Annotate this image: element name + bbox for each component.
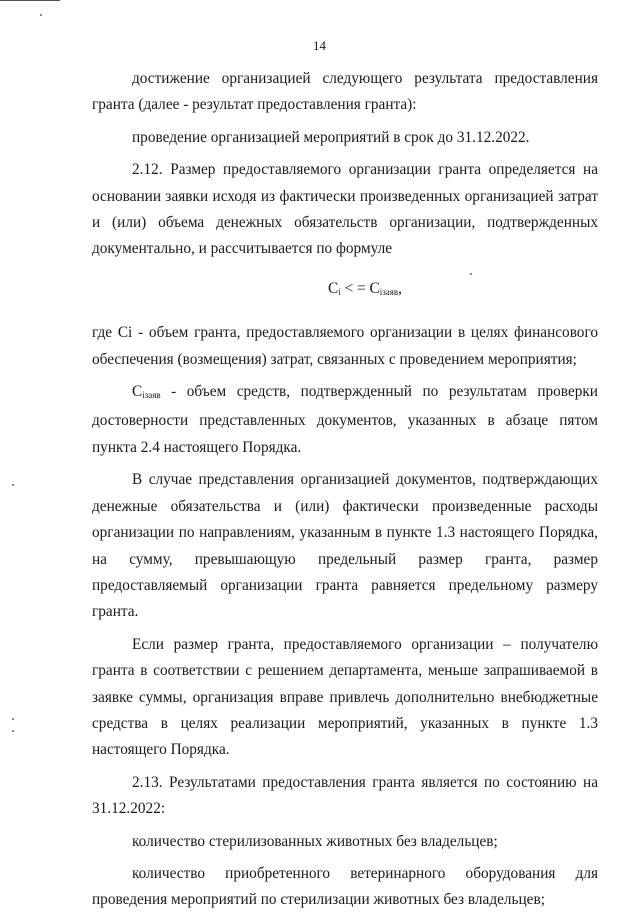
- paragraph-text: - объем средств, подтвержденный по результатам проверки достоверности представленных документов, указанных в абзаце пятом пункта 2.4 настоящего Порядка.: [92, 383, 598, 456]
- formula-operator: < = C: [340, 279, 380, 297]
- symbol-subscript: iзаяв: [142, 390, 161, 401]
- paragraph: где Ci - объем гранта, предоставляемого организации в целях финансового обеспечения (возмещения) затрат, связанных с проведением мероприятия;: [92, 324, 598, 368]
- page-number: 14: [313, 38, 326, 53]
- formula-tail: ,: [398, 279, 402, 297]
- list-item: количество стерилизованных животных без владельцев;: [132, 832, 498, 850]
- formula-subscript: i: [338, 286, 341, 297]
- scan-speck: [12, 730, 14, 732]
- scan-speck: [40, 14, 42, 16]
- document-body: [92, 66, 598, 914]
- paragraph: 2.12. Размер предоставляемого организации гранта определяется на основании заявки исходя из фактически произведенных организацией затрат и (или) объема денежных обязательств организации, подтвержденных документально, и рассчитывается по формуле: [92, 161, 598, 258]
- formula-symbol: C: [328, 279, 339, 297]
- formula: [92, 276, 598, 305]
- symbol: C: [132, 383, 143, 401]
- paragraph: [92, 379, 598, 461]
- list-item: количество приобретенного ветеринарного оборудования для проведения мероприятий по стерилизации животных без владельцев;: [92, 864, 598, 909]
- paragraph: 2.13. Результатами предоставления гранта является по состоянию на 31.12.2022:: [92, 773, 598, 818]
- paragraph: достижение организацией следующего результата предоставления гранта (далее - результат предоставления гранта):: [92, 70, 598, 114]
- scan-artifact-line: [0, 0, 60, 1]
- paragraph: проведение организацией мероприятий в срок до 31.12.2022.: [132, 128, 530, 146]
- paragraph: В случае представления организацией документов, подтверждающих денежные обязательства и (или) фактически произведенные расходы организации по направлениям, указанным в пункте 1.3 настоящего Порядка, на сумму, превышающую предельный размер гранта, размер предоставляемый организации гранта равняется предельному размеру гранта.: [92, 471, 598, 621]
- paragraph: Если размер гранта, предоставляемого организации – получателю гранта в соответствии с решением департамента, меньше запрашиваемой в заявке суммы, организация вправе привлечь дополнительно внебюджетные средства в целях реализации мероприятий, указанных в пункте 1.3 настоящего Порядка.: [92, 635, 598, 759]
- formula-subscript: iзаяв: [379, 286, 399, 297]
- scan-speck: [12, 484, 14, 486]
- scan-speck: [12, 718, 14, 720]
